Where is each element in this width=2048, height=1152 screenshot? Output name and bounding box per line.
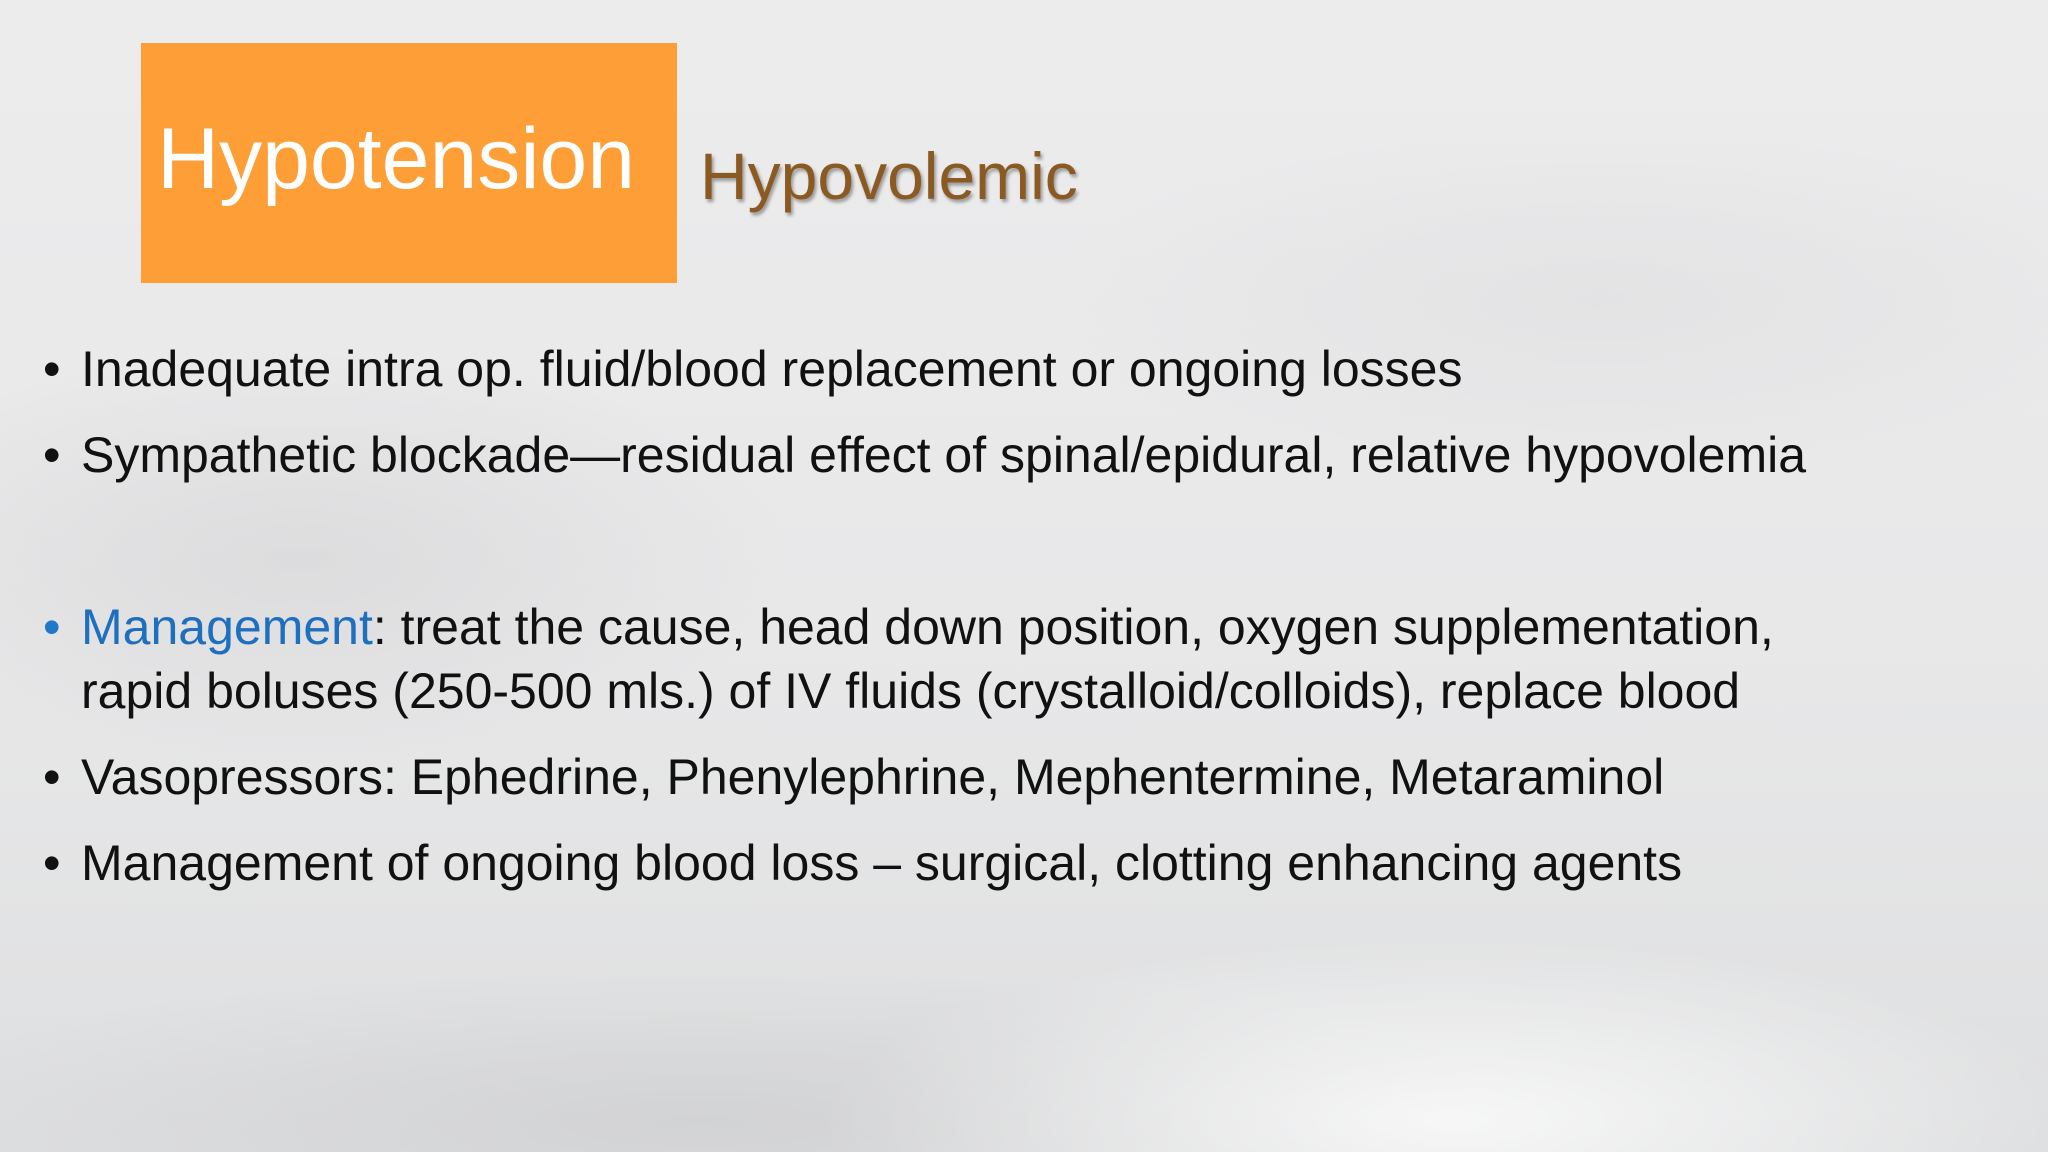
bullet-dot: • [43, 835, 61, 891]
slide-title: Hypotension [157, 111, 636, 207]
bullet-text: : treat the cause, head down position, oxygen supplementation, [372, 599, 1774, 655]
slide-subtitle: Hypovolemic [700, 139, 1078, 213]
bullet-item [43, 745, 1665, 809]
bullet-dot: • [43, 341, 61, 397]
bullet-item-management [43, 595, 1774, 723]
management-keyword: Management [81, 599, 373, 655]
bullet-dot: • [43, 427, 61, 483]
bullet-item [43, 337, 1463, 401]
bullet-dot: • [43, 599, 61, 655]
bullet-item [43, 831, 1683, 895]
bullet-item [43, 423, 1807, 487]
bullet-text: Vasopressors: Ephedrine, Phenylephrine, Mephentermine, Metaraminol [81, 749, 1665, 805]
bullet-text: Sympathetic blockade—residual effect of spinal/epidural, relative hypovolemia [81, 427, 1807, 483]
bullet-text: Inadequate intra op. fluid/blood replacement or ongoing losses [81, 341, 1463, 397]
bullet-dot: • [43, 749, 61, 805]
bullet-text-continued: rapid boluses (250-500 mls.) of IV fluids (crystalloid/colloids), replace blood [81, 663, 1741, 719]
bullet-text: Management of ongoing blood loss – surgical, clotting enhancing agents [81, 835, 1683, 891]
